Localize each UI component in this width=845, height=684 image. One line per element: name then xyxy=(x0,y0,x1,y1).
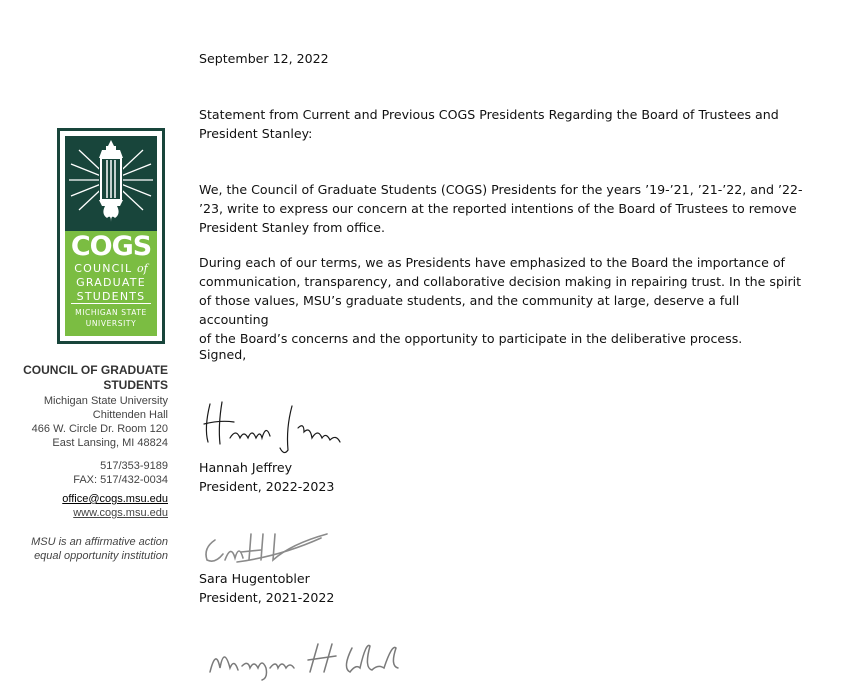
affirmative-action-note xyxy=(0,535,168,563)
address-line: East Lansing, MI 48824 xyxy=(52,437,168,449)
signature-hannah-jeffrey xyxy=(200,398,350,458)
phone-number: 517/353-9189 xyxy=(100,460,168,472)
logo-acronym: COGS xyxy=(70,231,152,262)
subject-line: Statement from Current and Previous COGS Presidents Regarding the Board of Trustees and xyxy=(199,107,779,122)
logo-line-students: STUDENTS xyxy=(76,290,146,303)
signer-title: President, 2022-2023 xyxy=(199,479,335,494)
subject-line: President Stanley: xyxy=(199,126,313,141)
signer-sara xyxy=(199,569,334,607)
paragraph-line: ’23, write to express our concern at the reported intentions of the Board of Trustees to remove xyxy=(199,201,797,216)
paragraph-line: of the Board’s concerns and the opportunity to participate in the deliberative process. xyxy=(199,331,743,346)
signed-label: Signed, xyxy=(199,347,247,362)
lantern-emblem xyxy=(65,136,157,231)
address-line: Chittenden Hall xyxy=(92,409,168,421)
signer-name: Sara Hugentobler xyxy=(199,571,310,586)
affirmative-line2: equal opportunity institution xyxy=(34,550,168,562)
fax-number: FAX: 517/432-0034 xyxy=(73,474,168,486)
paragraph-concern xyxy=(199,180,811,237)
logo-line-council: COUNCIL of xyxy=(74,262,148,275)
logo-univ-line1: MICHIGAN STATE xyxy=(75,308,147,317)
website-link[interactable]: www.cogs.msu.edu xyxy=(73,507,168,519)
mailing-address xyxy=(0,394,168,450)
phone-fax xyxy=(0,459,168,487)
paragraph-line: We, the Council of Graduate Students (COGS) Presidents for the years ’19-’21, ’21-’22, and ’22- xyxy=(199,182,803,197)
org-name-line2: STUDENTS xyxy=(103,378,168,392)
logo-line-graduate: GRADUATE xyxy=(76,276,146,289)
paragraph-line: President Stanley from office. xyxy=(199,220,385,235)
address-line: 466 W. Circle Dr. Room 120 xyxy=(31,423,168,435)
contact-links xyxy=(0,492,168,520)
letter-date: September 12, 2022 xyxy=(199,51,329,66)
email-link[interactable]: office@cogs.msu.edu xyxy=(62,493,168,505)
paragraph-line: During each of our terms, we as Presidents have emphasized to the Board the importance of xyxy=(199,255,785,270)
org-name-line1: COUNCIL OF GRADUATE xyxy=(23,363,168,377)
paragraph-line: of those values, MSU’s graduate students, and the community at large, deserve a full accounting xyxy=(199,293,740,327)
signer-hannah xyxy=(199,458,334,496)
letter-subject xyxy=(199,105,811,143)
logo-text-panel xyxy=(65,231,157,336)
address-line: Michigan State University xyxy=(43,395,168,407)
logo-divider xyxy=(71,303,151,304)
signer-name: Hannah Jeffrey xyxy=(199,460,293,475)
org-name xyxy=(0,363,168,393)
cogs-logo xyxy=(57,128,165,344)
signer-title: President, 2021-2022 xyxy=(199,590,335,605)
affirmative-line1: MSU is an affirmative action xyxy=(31,536,168,548)
signature-third-president xyxy=(206,638,406,682)
paragraph-values xyxy=(199,253,811,348)
logo-univ-line2: UNIVERSITY xyxy=(85,319,137,328)
signature-sara-hugentobler xyxy=(201,530,341,570)
paragraph-line: communication, transparency, and collaborative decision making in repairing trust. In the spirit xyxy=(199,274,802,289)
lantern-icon xyxy=(65,136,157,231)
